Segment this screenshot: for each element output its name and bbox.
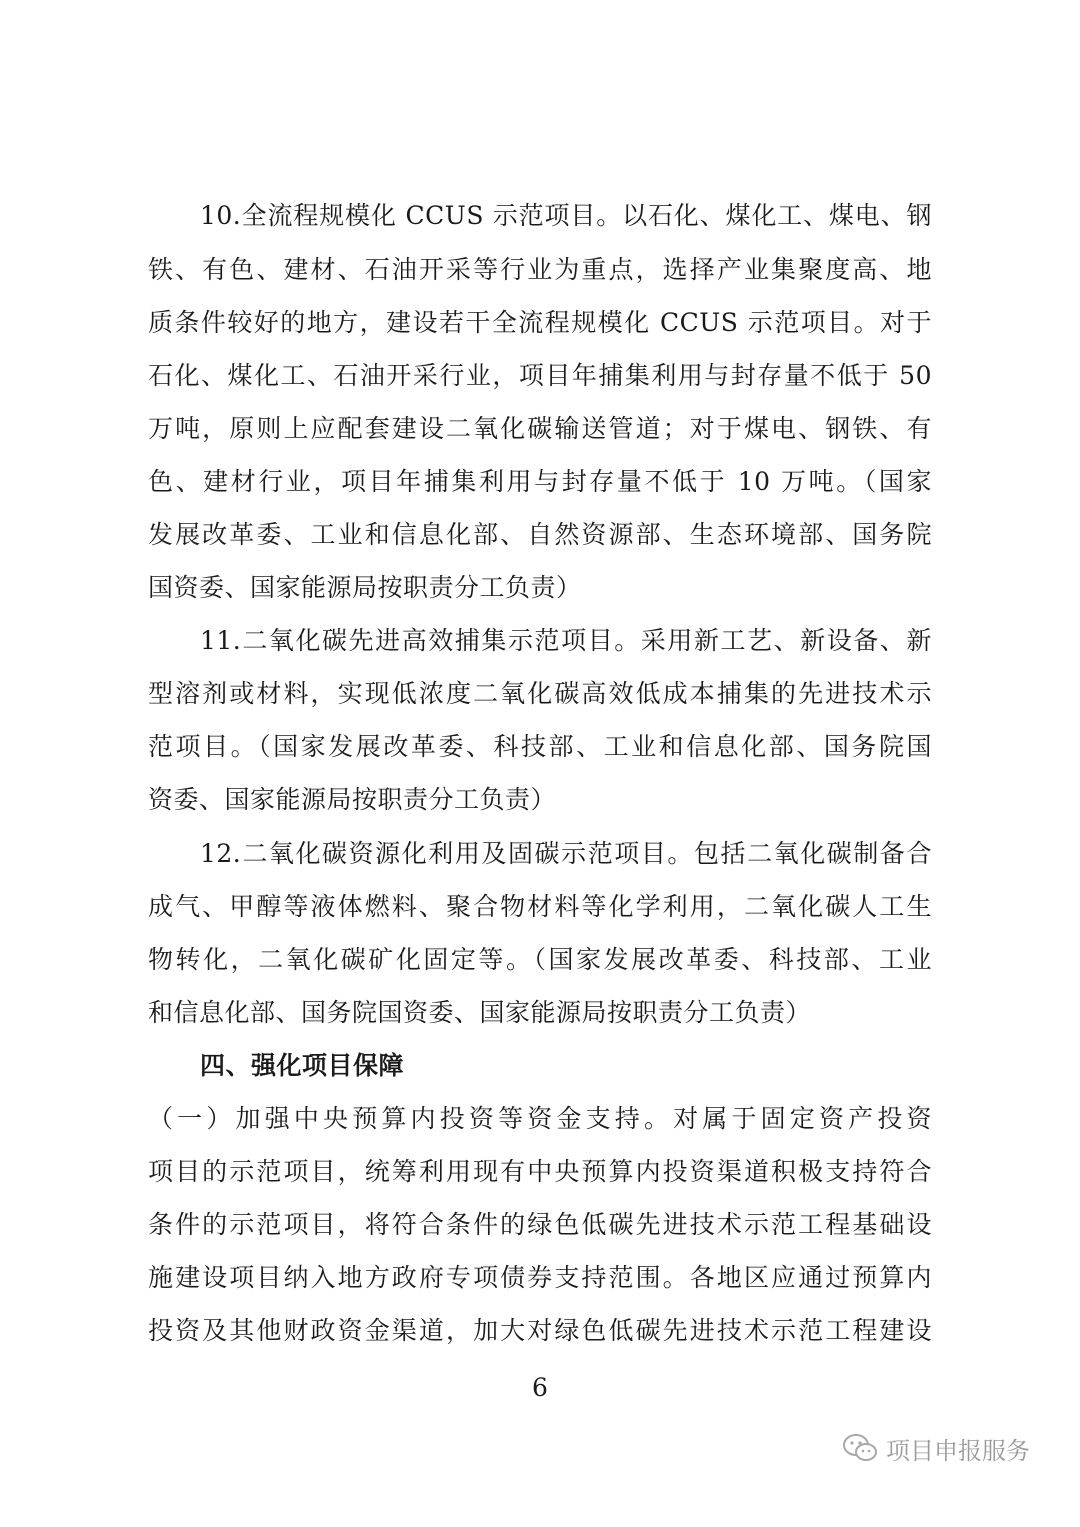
page-number: 6 [532, 1373, 548, 1402]
text-line: 12.二氧化碳资源化利用及固碳示范项目。包括二氧化碳制备合 [200, 839, 932, 868]
text-line: 项目的示范项目，统筹利用现有中央预算内投资渠道积极支持符合 [148, 1157, 932, 1186]
text-line: 发展改革委、工业和信息化部、自然资源部、生态环境部、国务院 [148, 520, 932, 549]
text-line: 条件的示范项目，将符合条件的绿色低碳先进技术示范工程基础设 [148, 1210, 932, 1239]
text-line: 投资及其他财政资金渠道，加大对绿色低碳先进技术示范工程建设 [148, 1316, 932, 1345]
text-line: 万吨，原则上应配套建设二氧化碳输送管道；对于煤电、钢铁、有 [148, 414, 932, 443]
watermark [842, 1428, 1030, 1468]
text-line: 和信息化部、国务院国资委、国家能源局按职责分工负责） [148, 998, 812, 1027]
text-line: 质条件较好的地方，建设若干全流程规模化 CCUS 示范项目。对于 [148, 308, 932, 337]
text-line: 11.二氧化碳先进高效捕集示范项目。采用新工艺、新设备、新 [200, 626, 932, 655]
text-line: 施建设项目纳入地方政府专项债券支持范围。各地区应通过预算内 [148, 1263, 932, 1292]
text-line: 石化、煤化工、石油开采行业，项目年捕集利用与封存量不低于 50 [148, 361, 932, 390]
text-line: 10.全流程规模化 CCUS 示范项目。以石化、煤化工、煤电、钢 [200, 201, 932, 230]
watermark-text: 项目申报服务 [886, 1436, 1030, 1465]
text-line: （一）加强中央预算内投资等资金支持。对属于固定资产投资 [148, 1104, 932, 1133]
section-heading: 四、强化项目保障 [200, 1051, 405, 1080]
text-line: 范项目。（国家发展改革委、科技部、工业和信息化部、国务院国 [148, 732, 932, 761]
text-line: 国资委、国家能源局按职责分工负责） [148, 573, 582, 602]
text-line: 铁、有色、建材、石油开采等行业为重点，选择产业集聚度高、地 [148, 255, 932, 284]
text-line: 物转化，二氧化碳矿化固定等。（国家发展改革委、科技部、工业 [148, 945, 932, 974]
text-line: 色、建材行业，项目年捕集利用与封存量不低于 10 万吨。（国家 [148, 467, 932, 496]
wechat-icon [842, 1433, 878, 1463]
text-line: 型溶剂或材料，实现低浓度二氧化碳高效低成本捕集的先进技术示 [148, 679, 932, 708]
text-line: 成气、甲醇等液体燃料、聚合物材料等化学利用，二氧化碳人工生 [148, 892, 932, 921]
text-line: 资委、国家能源局按职责分工负责） [148, 785, 557, 814]
